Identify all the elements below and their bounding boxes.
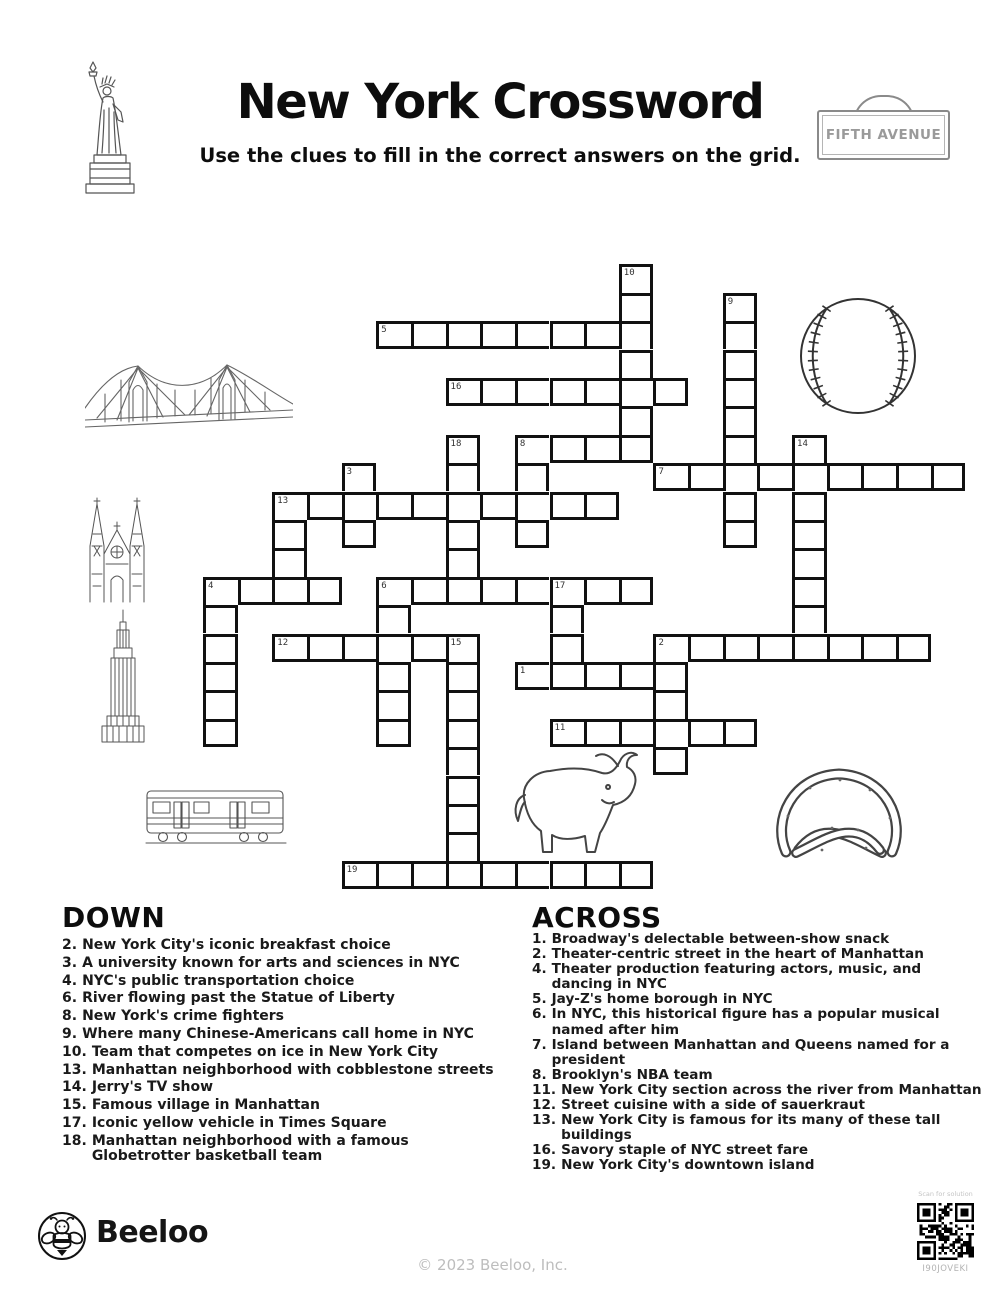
- grid-cell[interactable]: [203, 605, 238, 633]
- clue-item: [62, 1045, 509, 1060]
- grid-cell[interactable]: [480, 492, 515, 520]
- clue-number: 11.: [532, 1081, 557, 1098]
- grid-cell[interactable]: [446, 832, 481, 860]
- page-title: New York Crossword: [236, 74, 764, 130]
- clue-item: [62, 991, 509, 1006]
- cell-number: 17: [554, 580, 566, 591]
- clue-number: 2.: [62, 937, 78, 953]
- clue-text: Brooklyn's NBA team: [551, 1066, 713, 1083]
- grid-cell[interactable]: [861, 463, 896, 491]
- clue-item: [532, 947, 984, 962]
- grid-cell[interactable]: [411, 492, 446, 520]
- clue-number: 6.: [62, 990, 78, 1007]
- grid-cell[interactable]: [723, 406, 758, 434]
- clue-number: 13.: [62, 1061, 87, 1078]
- grid-cell[interactable]: [376, 662, 411, 690]
- grid-cell[interactable]: [411, 321, 446, 349]
- cell-number: 16: [450, 381, 462, 392]
- grid-cell[interactable]: [619, 719, 654, 747]
- clue-item: [62, 1080, 509, 1095]
- clue-item: [532, 962, 984, 992]
- grid-cell[interactable]: [619, 293, 654, 321]
- cell-number: 11: [554, 722, 566, 733]
- grid-cell[interactable]: [515, 378, 550, 406]
- grid-cell[interactable]: [203, 719, 238, 747]
- page-subtitle: Use the clues to fill in the correct answers on the grid.: [199, 144, 801, 167]
- clue-item: [532, 1068, 984, 1083]
- grid-cell[interactable]: [619, 264, 654, 292]
- grid-cell[interactable]: [861, 634, 896, 662]
- grid-cell[interactable]: [723, 719, 758, 747]
- grid-cell[interactable]: [653, 747, 688, 775]
- grid-cell[interactable]: [446, 719, 481, 747]
- grid-cell[interactable]: [376, 321, 411, 349]
- grid-cell[interactable]: [584, 435, 619, 463]
- grid-cell[interactable]: [584, 378, 619, 406]
- clue-item: [62, 1009, 509, 1024]
- down-clue-list: [62, 938, 509, 1167]
- clue-number: 4.: [62, 972, 78, 989]
- grid-cell[interactable]: [619, 350, 654, 378]
- grid-cell[interactable]: [584, 662, 619, 690]
- clue-item: [532, 1007, 984, 1037]
- grid-cell[interactable]: [446, 520, 481, 548]
- grid-cell[interactable]: [550, 719, 585, 747]
- grid-cell[interactable]: [411, 634, 446, 662]
- grid-cell[interactable]: [723, 350, 758, 378]
- grid-cell[interactable]: [550, 378, 585, 406]
- grid-cell[interactable]: [515, 520, 550, 548]
- grid-cell[interactable]: [307, 577, 342, 605]
- grid-cell[interactable]: [446, 577, 481, 605]
- clue-number: 7.: [532, 1036, 547, 1053]
- clue-text: Team that competes on ice in New York City: [91, 1043, 439, 1060]
- grid-cell[interactable]: [723, 378, 758, 406]
- clue-text: New York City's downtown island: [561, 1157, 815, 1174]
- clue-text: New York City's iconic breakfast choice: [82, 937, 391, 953]
- clue-item: [532, 1158, 984, 1173]
- grid-cell[interactable]: [307, 492, 342, 520]
- grid-cell[interactable]: [619, 406, 654, 434]
- grid-cell[interactable]: [723, 321, 758, 349]
- grid-cell[interactable]: [342, 492, 377, 520]
- qr-caption-top: Scan for solution: [918, 1190, 973, 1198]
- cell-number: 7: [658, 467, 664, 478]
- clue-text: NYC's public transportation choice: [82, 972, 355, 989]
- cell-number: 4: [208, 580, 214, 591]
- clue-item: [532, 1083, 984, 1098]
- grid-cell[interactable]: [272, 548, 307, 576]
- grid-cell[interactable]: [550, 605, 585, 633]
- grid-cell[interactable]: [203, 634, 238, 662]
- grid-cell[interactable]: [619, 378, 654, 406]
- clue-item: [532, 1038, 984, 1068]
- grid-cell[interactable]: [446, 690, 481, 718]
- grid-cell[interactable]: [550, 861, 585, 889]
- clue-item: [62, 1027, 509, 1042]
- clue-number: 6.: [532, 1006, 547, 1023]
- grid-cell[interactable]: [515, 577, 550, 605]
- clue-number: 8.: [62, 1008, 78, 1025]
- grid-cell[interactable]: [446, 634, 481, 662]
- grid-cell[interactable]: [584, 492, 619, 520]
- grid-cell[interactable]: [480, 861, 515, 889]
- qr-code-text: I90JOVEKI: [922, 1264, 969, 1274]
- grid-cell[interactable]: [272, 520, 307, 548]
- clue-text: Street cuisine with a side of sauerkraut: [561, 1097, 865, 1114]
- grid-cell[interactable]: [792, 463, 827, 491]
- grid-cell[interactable]: [272, 577, 307, 605]
- grid-cell[interactable]: [619, 435, 654, 463]
- clue-item: [532, 992, 984, 1007]
- clue-number: 4.: [532, 961, 547, 978]
- clue-item: [532, 1143, 984, 1158]
- grid-cell[interactable]: [446, 321, 481, 349]
- grid-cell[interactable]: [376, 634, 411, 662]
- clue-text: Jerry's TV show: [91, 1079, 214, 1096]
- clue-text: Manhattan neighborhood with cobblestone streets: [91, 1061, 494, 1078]
- clue-item: [532, 1113, 984, 1143]
- grid-cell[interactable]: [342, 861, 377, 889]
- grid-cell[interactable]: [792, 435, 827, 463]
- cell-number: 6: [381, 580, 387, 591]
- clue-text: Manhattan neighborhood with a famous Globetrotter basketball team: [91, 1132, 409, 1164]
- cell-number: 3: [346, 467, 353, 478]
- grid-cell[interactable]: [342, 634, 377, 662]
- grid-cell[interactable]: [653, 719, 688, 747]
- grid-cell[interactable]: [446, 662, 481, 690]
- copyright-text: © 2023 Beeloo, Inc.: [417, 1256, 568, 1274]
- grid-cell[interactable]: [515, 861, 550, 889]
- clue-number: 12.: [532, 1097, 557, 1114]
- grid-cell[interactable]: [203, 690, 238, 718]
- grid-cell[interactable]: [757, 634, 792, 662]
- clue-text: A university known for arts and sciences in NYC: [82, 954, 460, 971]
- grid-cell[interactable]: [446, 804, 481, 832]
- grid-cell[interactable]: [688, 719, 723, 747]
- grid-cell[interactable]: [792, 577, 827, 605]
- grid-cell[interactable]: [792, 548, 827, 576]
- grid-cell[interactable]: [550, 321, 585, 349]
- grid-cell[interactable]: [827, 463, 862, 491]
- grid-cell[interactable]: [584, 321, 619, 349]
- across-header: ACROSS: [532, 901, 662, 934]
- grid-cell[interactable]: [653, 690, 688, 718]
- grid-cell[interactable]: [619, 662, 654, 690]
- grid-cell[interactable]: [653, 463, 688, 491]
- grid-cell[interactable]: [411, 861, 446, 889]
- grid-cell[interactable]: [376, 690, 411, 718]
- grid-cell[interactable]: [376, 861, 411, 889]
- beeloo-wordmark: Beeloo: [96, 1215, 209, 1250]
- grid-cell[interactable]: [446, 776, 481, 804]
- grid-cell[interactable]: [446, 435, 481, 463]
- grid-cell[interactable]: [238, 577, 273, 605]
- clue-text: Where many Chinese-Americans call home in NYC: [82, 1025, 474, 1042]
- clue-number: 19.: [532, 1157, 557, 1174]
- grid-cell[interactable]: [619, 861, 654, 889]
- grid-cell[interactable]: [723, 463, 758, 491]
- clue-text: Famous village in Manhattan: [91, 1097, 320, 1114]
- sign-text: FIFTH AVENUE: [822, 115, 945, 155]
- clue-item: [62, 938, 509, 953]
- grid-cell[interactable]: [757, 463, 792, 491]
- cell-number: 5: [381, 325, 387, 336]
- clue-text: Jay-Z's home borough in NYC: [551, 991, 773, 1008]
- clue-text: New York City section across the river from Manhattan: [561, 1081, 982, 1098]
- grid-cell[interactable]: [515, 435, 550, 463]
- grid-cell[interactable]: [896, 463, 931, 491]
- grid-cell[interactable]: [584, 719, 619, 747]
- cell-number: 12: [277, 637, 289, 648]
- grid-cell[interactable]: [619, 577, 654, 605]
- cell-number: 2: [658, 637, 664, 648]
- clue-text: Island between Manhattan and Queens named for a president: [551, 1036, 950, 1068]
- beeloo-bee-logo-icon: [36, 1210, 88, 1262]
- grid-cell[interactable]: [480, 378, 515, 406]
- grid-cell[interactable]: [653, 634, 688, 662]
- clue-text: Theater production featuring actors, music, and dancing in NYC: [551, 961, 922, 993]
- grid-cell[interactable]: [653, 662, 688, 690]
- grid-cell[interactable]: [723, 520, 758, 548]
- grid-cell[interactable]: [446, 378, 481, 406]
- clue-number: 9.: [62, 1025, 78, 1042]
- grid-cell[interactable]: [792, 520, 827, 548]
- clue-item: [532, 1098, 984, 1113]
- grid-cell[interactable]: [550, 634, 585, 662]
- cell-number: 10: [623, 268, 635, 279]
- grid-cell[interactable]: [723, 435, 758, 463]
- clue-number: 3.: [62, 954, 78, 971]
- grid-cell[interactable]: [931, 463, 966, 491]
- grid-cell[interactable]: [446, 463, 481, 491]
- cell-number: 14: [797, 438, 808, 449]
- grid-cell[interactable]: [584, 861, 619, 889]
- clue-number: 5.: [532, 991, 547, 1008]
- clue-item: [62, 1134, 509, 1164]
- grid-cell[interactable]: [723, 293, 758, 321]
- grid-cell[interactable]: [342, 463, 377, 491]
- clue-text: River flowing past the Statue of Liberty: [82, 990, 395, 1007]
- clue-number: 15.: [62, 1097, 87, 1114]
- clue-number: 17.: [62, 1114, 87, 1131]
- down-header: DOWN: [62, 901, 166, 934]
- clue-item: [62, 956, 509, 971]
- grid-cell[interactable]: [723, 492, 758, 520]
- grid-cell[interactable]: [342, 520, 377, 548]
- clue-text: Theater-centric street in the heart of Manhattan: [551, 946, 924, 963]
- clue-item: [62, 1098, 509, 1113]
- grid-cell[interactable]: [515, 492, 550, 520]
- grid-cell[interactable]: [550, 662, 585, 690]
- clue-item: [62, 1116, 509, 1131]
- grid-cell[interactable]: [411, 577, 446, 605]
- grid-cell[interactable]: [480, 577, 515, 605]
- grid-cell[interactable]: [688, 634, 723, 662]
- grid-cell[interactable]: [203, 577, 238, 605]
- qr-code: [917, 1203, 974, 1260]
- clue-number: 14.: [62, 1079, 87, 1096]
- clue-item: [62, 974, 509, 989]
- grid-cell[interactable]: [446, 861, 481, 889]
- grid-cell[interactable]: [896, 634, 931, 662]
- cell-number: 9: [727, 296, 734, 307]
- clue-item: [62, 1063, 509, 1078]
- grid-cell[interactable]: [203, 662, 238, 690]
- grid-cell[interactable]: [480, 321, 515, 349]
- grid-cell[interactable]: [792, 492, 827, 520]
- grid-cell[interactable]: [723, 634, 758, 662]
- cell-number: 15: [450, 637, 462, 648]
- grid-cell[interactable]: [653, 378, 688, 406]
- grid-cell[interactable]: [376, 605, 411, 633]
- grid-cell[interactable]: [446, 747, 481, 775]
- clue-number: 18.: [62, 1132, 87, 1149]
- clue-number: 10.: [62, 1043, 87, 1060]
- grid-cell[interactable]: [792, 605, 827, 633]
- grid-cell[interactable]: [376, 577, 411, 605]
- across-clue-list: [532, 932, 984, 1174]
- clue-text: Broadway's delectable between-show snack: [551, 931, 890, 947]
- grid-cell[interactable]: [550, 577, 585, 605]
- cell-number: 18: [450, 438, 462, 449]
- grid-cell[interactable]: [827, 634, 862, 662]
- grid-cell[interactable]: [619, 321, 654, 349]
- clue-number: 8.: [532, 1066, 547, 1083]
- clue-item: [532, 932, 984, 947]
- cell-number: 19: [346, 864, 358, 875]
- clue-number: 1.: [532, 931, 547, 947]
- clue-text: New York's crime fighters: [82, 1008, 285, 1025]
- grid-cell[interactable]: [376, 719, 411, 747]
- grid-cell[interactable]: [688, 463, 723, 491]
- grid-cell[interactable]: [792, 634, 827, 662]
- grid-cell[interactable]: [515, 463, 550, 491]
- grid-cell[interactable]: [272, 634, 307, 662]
- clue-number: 2.: [532, 946, 547, 963]
- clue-text: In NYC, this historical figure has a popular musical named after him: [551, 1006, 940, 1038]
- grid-cell[interactable]: [515, 321, 550, 349]
- cell-number: 8: [519, 438, 526, 449]
- grid-cell[interactable]: [550, 435, 585, 463]
- clue-text: New York City is famous for its many of these tall buildings: [561, 1112, 941, 1144]
- grid-cell[interactable]: [550, 492, 585, 520]
- cell-number: 13: [277, 495, 289, 506]
- grid-cell[interactable]: [446, 492, 481, 520]
- clue-number: 16.: [532, 1142, 557, 1159]
- clue-text: Savory staple of NYC street fare: [561, 1142, 809, 1159]
- grid-cell[interactable]: [515, 662, 550, 690]
- grid-cell[interactable]: [272, 492, 307, 520]
- grid-cell[interactable]: [446, 548, 481, 576]
- grid-cell[interactable]: [584, 577, 619, 605]
- grid-cell[interactable]: [307, 634, 342, 662]
- cell-number: 1: [519, 665, 526, 676]
- grid-cell[interactable]: [376, 492, 411, 520]
- clue-number: 13.: [532, 1112, 557, 1129]
- clue-text: Iconic yellow vehicle in Times Square: [91, 1114, 387, 1131]
